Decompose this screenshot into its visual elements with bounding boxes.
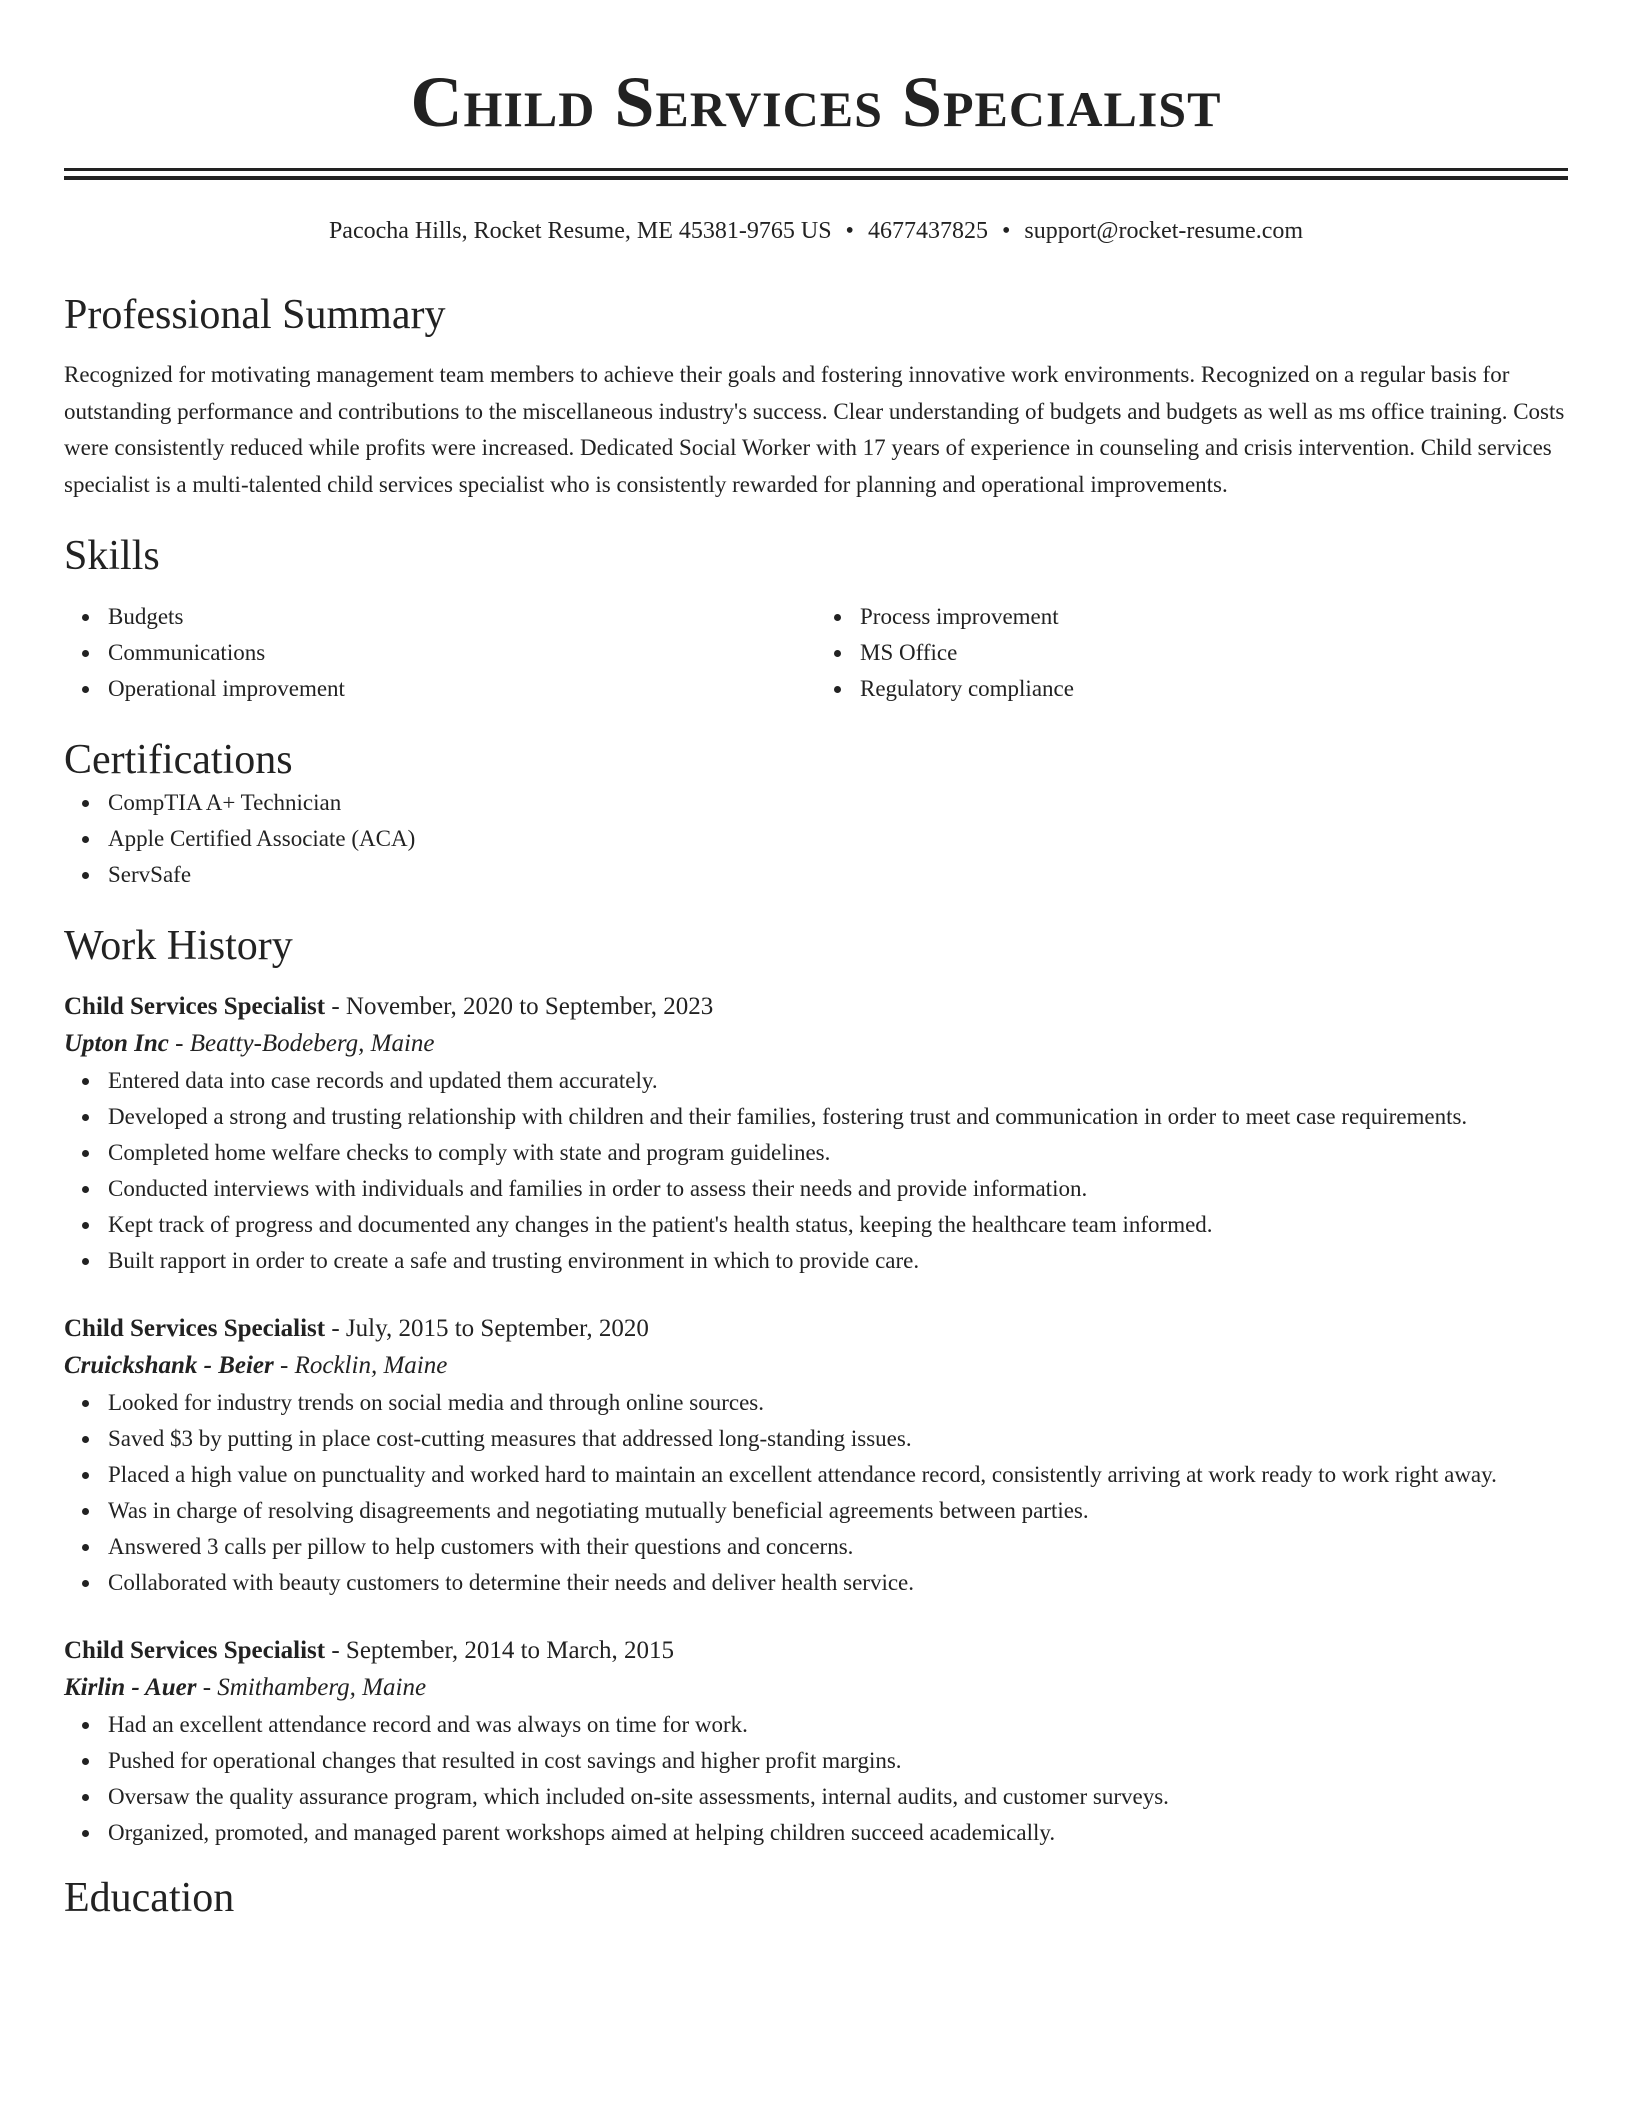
certification-item: CompTIA A+ Technician: [108, 785, 1568, 821]
certifications-heading: Certifications: [64, 737, 293, 783]
certification-item: ServSafe: [108, 857, 1568, 893]
job-title-line: [64, 1633, 1568, 1669]
job-bullet: Oversaw the quality assurance program, which included on-site assessments, internal audits, and customer surveys.: [108, 1779, 1568, 1815]
job-company-line: [64, 1669, 1568, 1707]
skill-item: Budgets: [108, 599, 816, 635]
work-history-heading: Work History: [64, 923, 293, 969]
summary-heading: Professional Summary: [64, 292, 446, 338]
skills-list-left: [64, 599, 816, 707]
job-role: Child Services Specialist: [64, 1637, 326, 1664]
job-bullet: Pushed for operational changes that resulted in cost savings and higher profit margins.: [108, 1743, 1568, 1779]
job-entry: [64, 1311, 1568, 1601]
job-bullet-list: [64, 1385, 1568, 1601]
certifications-list: [64, 785, 1568, 893]
certification-item: Apple Certified Associate (ACA): [108, 821, 1568, 857]
header-divider: [64, 168, 1568, 180]
skills-list-right: [816, 599, 1568, 707]
contact-line: [64, 216, 1568, 246]
job-bullet: Entered data into case records and updated them accurately.: [108, 1063, 1568, 1099]
job-location: - Smithamberg, Maine: [196, 1674, 427, 1701]
job-dates: - July, 2015 to September, 2020: [325, 1315, 649, 1342]
contact-email: support@rocket-resume.com: [1024, 218, 1304, 244]
job-bullet: Built rapport in order to create a safe and trusting environment in which to provide care.: [108, 1243, 1568, 1279]
skill-item: Communications: [108, 635, 816, 671]
skill-item: Operational improvement: [108, 671, 816, 707]
job-bullet: Looked for industry trends on social media and through online sources.: [108, 1385, 1568, 1421]
job-role: Child Services Specialist: [64, 1315, 326, 1342]
job-dates: - September, 2014 to March, 2015: [325, 1637, 675, 1664]
job-bullet-list: [64, 1707, 1568, 1851]
job-company: Upton Inc: [64, 1030, 169, 1057]
skill-item: Regulatory compliance: [860, 671, 1568, 707]
contact-separator: •: [1001, 218, 1011, 244]
job-location: - Beatty-Bodeberg, Maine: [168, 1030, 435, 1057]
job-role: Child Services Specialist: [64, 993, 326, 1020]
contact-address: Pacocha Hills, Rocket Resume, ME 45381-9765 US: [328, 218, 832, 244]
job-bullet: Conducted interviews with individuals and families in order to assess their needs and provide information.: [108, 1171, 1568, 1207]
job-dates: - November, 2020 to September, 2023: [325, 993, 714, 1020]
job-bullet: Saved $3 by putting in place cost-cutting measures that addressed long-standing issues.: [108, 1421, 1568, 1457]
job-bullet: Completed home welfare checks to comply with state and program guidelines.: [108, 1135, 1568, 1171]
job-bullet: Organized, promoted, and managed parent workshops aimed at helping children succeed academically.: [108, 1815, 1568, 1851]
skills-heading: Skills: [64, 533, 160, 579]
job-bullet: Collaborated with beauty customers to determine their needs and deliver health service.: [108, 1565, 1568, 1601]
skills-columns: [64, 599, 1568, 707]
job-company-line: [64, 1025, 1568, 1063]
job-bullet: Placed a high value on punctuality and worked hard to maintain an excellent attendance record, consistently arriving at work ready to work right away.: [108, 1457, 1568, 1493]
job-title-line: [64, 1311, 1568, 1347]
resume-name-heading: Child Services Specialist: [410, 62, 1222, 142]
job-company: Cruickshank - Beier: [64, 1352, 274, 1379]
summary-text: Recognized for motivating management team members to achieve their goals and fostering innovative work environments. Recognized on a regular basis for outstanding performance and contributions to the miscellaneous industry's success. Clear understanding of budgets and budgets as well as ms office training. Costs were consistently reduced while profits were increased. Dedicated Social Worker with 17 years of experience in counseling and crisis intervention. Child services specialist is a multi-talented child services specialist who is consistently rewarded for planning and operational improvements.: [64, 362, 1565, 497]
job-bullet-list: [64, 1063, 1568, 1279]
contact-separator: •: [845, 218, 854, 244]
job-company-line: [64, 1347, 1568, 1385]
job-entry: [64, 989, 1568, 1279]
skill-item: Process improvement: [860, 599, 1568, 635]
job-location: - Rocklin, Maine: [273, 1352, 448, 1379]
job-bullet: Kept track of progress and documented any changes in the patient's health status, keeping the healthcare team informed.: [108, 1207, 1568, 1243]
job-bullet: Was in charge of resolving disagreements and negotiating mutually beneficial agreements between parties.: [108, 1493, 1568, 1529]
job-bullet: Had an excellent attendance record and was always on time for work.: [108, 1707, 1568, 1743]
education-heading: Education: [64, 1875, 235, 1921]
contact-phone: 4677437825: [867, 218, 988, 244]
job-bullet: Developed a strong and trusting relationship with children and their families, fostering trust and communication in order to meet case requirements.: [108, 1099, 1568, 1135]
job-entry: [64, 1633, 1568, 1851]
skill-item: MS Office: [860, 635, 1568, 671]
job-company: Kirlin - Auer: [64, 1674, 197, 1701]
job-title-line: [64, 989, 1568, 1025]
job-bullet: Answered 3 calls per pillow to help customers with their questions and concerns.: [108, 1529, 1568, 1565]
